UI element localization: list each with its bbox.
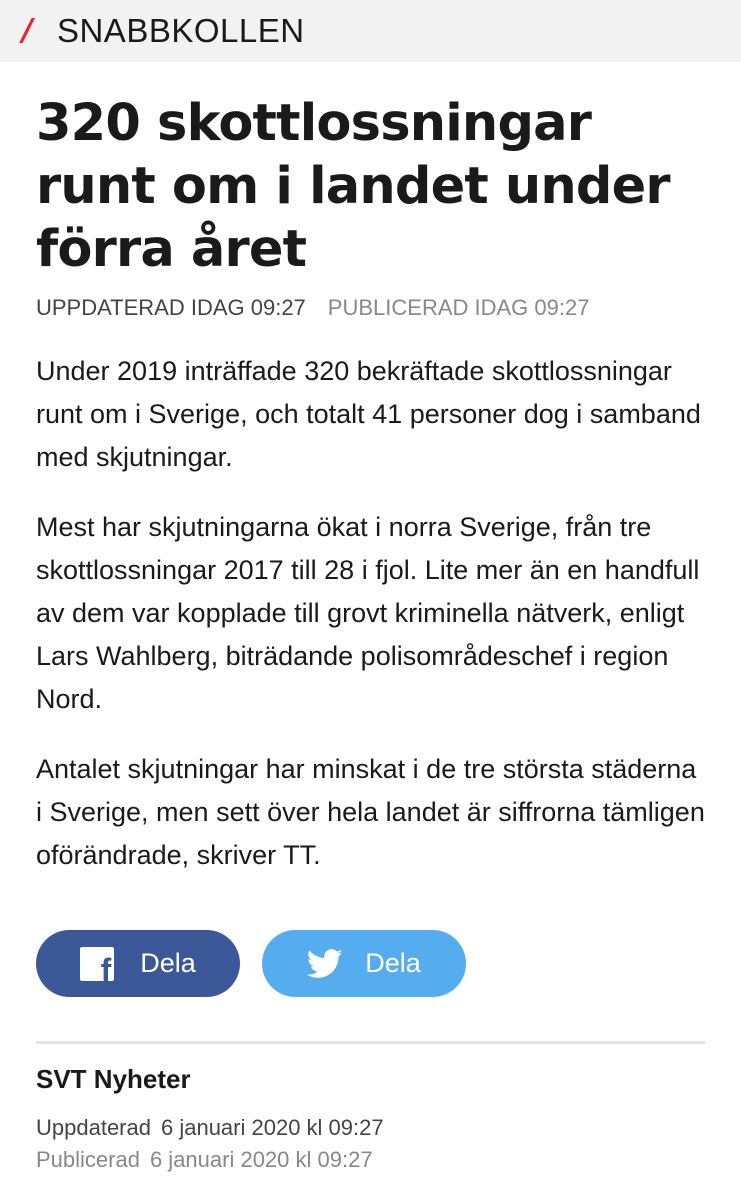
twitter-icon xyxy=(307,949,343,979)
article-meta xyxy=(36,295,705,321)
twitter-share-label: Dela xyxy=(365,948,421,978)
section-header xyxy=(0,0,741,62)
facebook-share-label: Dela xyxy=(140,948,196,978)
section-label[interactable]: SNABBKOLLEN xyxy=(56,12,305,49)
article xyxy=(0,92,741,1175)
footer-published xyxy=(36,1145,705,1175)
source-name: SVT Nyheter xyxy=(36,1064,191,1094)
article-paragraph: Under 2019 inträffade 320 bekräftade skottlossningar runt om i Sverige, och totalt 41 personer dog i samband med skjutningar. xyxy=(36,356,701,472)
slash-icon: / xyxy=(22,13,33,48)
share-buttons xyxy=(36,930,705,997)
footer-published-value: 6 januari 2020 kl 09:27 xyxy=(149,1147,373,1172)
facebook-icon: f xyxy=(80,947,114,981)
divider xyxy=(36,1041,705,1044)
footer-updated-label: Uppdaterad xyxy=(36,1115,151,1140)
article-headline: 320 skottlossningar runt om i landet under förra året xyxy=(36,94,670,279)
published-timestamp: PUBLICERAD IDAG 09:27 xyxy=(327,295,590,320)
footer-updated-value: 6 januari 2020 kl 09:27 xyxy=(160,1115,384,1140)
twitter-share-button[interactable] xyxy=(262,930,466,997)
footer-published-label: Publicerad xyxy=(36,1147,140,1172)
article-paragraph: Antalet skjutningar har minskat i de tre största städerna i Sverige, men sett över hela landet är siffrorna tämligen oförändrade, skriver TT. xyxy=(36,754,705,870)
footer-updated xyxy=(36,1113,705,1143)
article-paragraph: Mest har skjutningarna ökat i norra Sverige, från tre skottlossningar 2017 till 28 i fjol. Lite mer än en handfull av dem var kopplade till grovt kriminella nätverk, enligt Lars Wahlberg, biträdande polisområdeschef i region Nord. xyxy=(36,512,700,714)
updated-timestamp: UPPDATERAD IDAG 09:27 xyxy=(36,295,306,320)
facebook-share-button[interactable] xyxy=(36,930,240,997)
